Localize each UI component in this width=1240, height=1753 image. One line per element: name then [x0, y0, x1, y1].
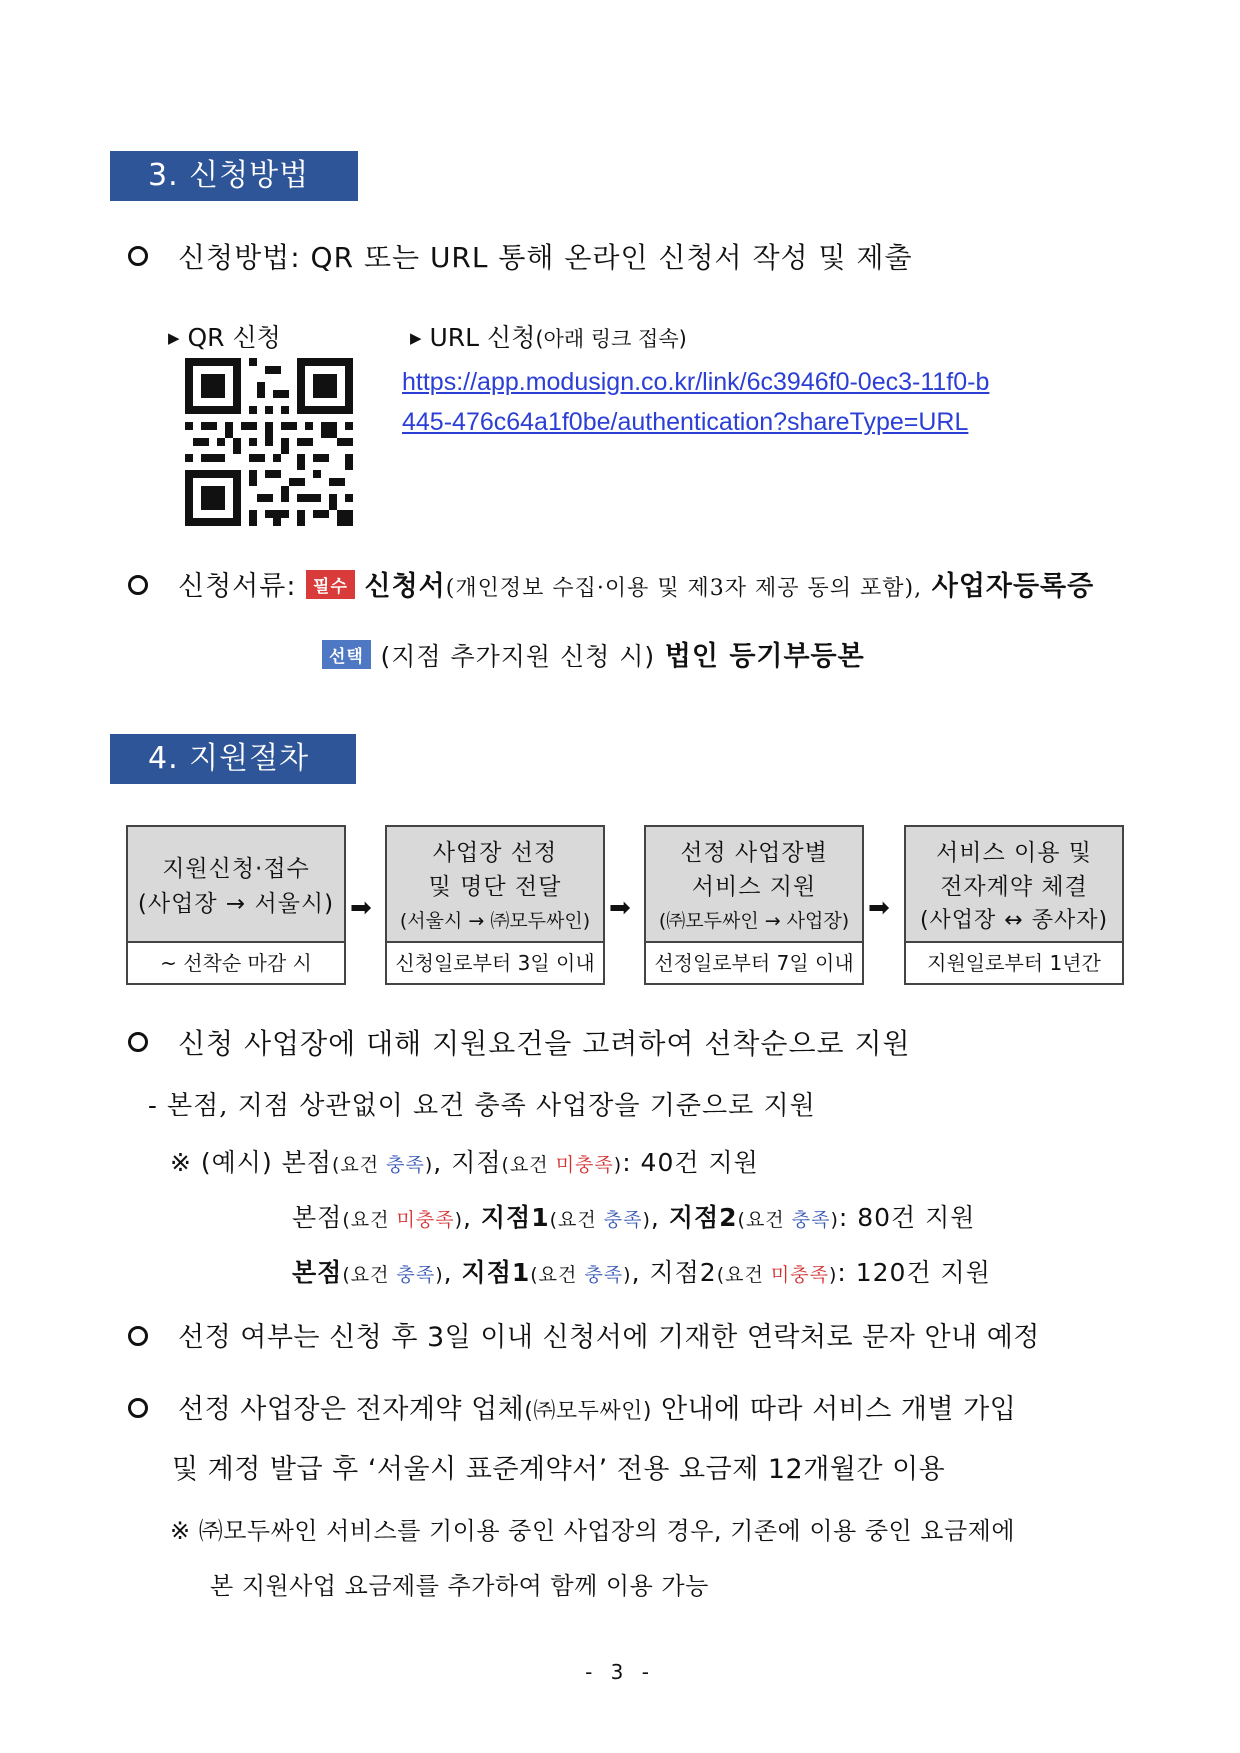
required-doc: 신청서 — [364, 571, 446, 602]
url-line-1[interactable]: https://app.modusign.co.kr/link/6c3946f0-0ec3-11f0-b — [402, 368, 990, 396]
service-text-a: 선정 사업장은 전자계약 업체 — [178, 1394, 525, 1425]
optional-badge: 선택 — [322, 640, 371, 669]
ex2-branch2-cond: 충족 — [791, 1209, 831, 1231]
flow-step-1-title: 지원신청·접수 — [162, 856, 310, 882]
ex2-branch1: 지점1 — [480, 1203, 550, 1232]
existing-user-note-line-2: 본 지원사업 요금제를 추가하여 함께 이용 가능 — [210, 1572, 709, 1600]
qr-label-row — [168, 318, 281, 354]
flow-step-1 — [126, 825, 346, 949]
ex2-main: 본점 — [292, 1203, 343, 1232]
example-line-1: ※ (예시) 본점(요건 충족), 지점(요건 미충족): 40건 지원 — [170, 1148, 759, 1177]
flow-step-2-line1: 사업장 선정 — [432, 840, 558, 866]
ex3-main-cond: 충족 — [396, 1264, 436, 1286]
application-url-link[interactable] — [402, 362, 989, 442]
req-label: 요건 — [350, 1264, 390, 1286]
ex3-branch2: 지점2 — [649, 1258, 717, 1287]
example-mark: ※ (예시) — [170, 1148, 273, 1177]
req-label: 요건 — [538, 1264, 578, 1286]
dash-note: - 본점, 지점 상관없이 요건 충족 사업장을 기준으로 지원 — [148, 1091, 816, 1121]
example-line-3: 본점(요건 충족), 지점1(요건 충족), 지점2(요건 미충족): 120건 지원 — [292, 1258, 991, 1287]
flow-step-1-sub: (사업장 → 서울시) — [137, 891, 335, 917]
flow-step-3-line1: 선정 사업장별 — [680, 840, 828, 866]
service-bullet-line-2: 및 계정 발급 후 ‘서울시 표준계약서’ 전용 요금제 12개월간 이용 — [172, 1454, 946, 1485]
page-number: - 3 - — [585, 1660, 655, 1684]
flow-step-4-deadline: 지원일로부터 1년간 — [904, 941, 1124, 985]
flow-step-4-line3: (사업장 ↔ 종사자) — [919, 908, 1109, 933]
ex2-branch1-cond: 충족 — [603, 1209, 643, 1231]
ex2-main-cond: 미충족 — [396, 1209, 455, 1231]
optional-documents-line — [322, 634, 865, 673]
req-label: 요건 — [350, 1209, 390, 1231]
optional-note: (지점 추가지원 신청 시) — [380, 642, 656, 671]
url-note: (아래 링크 접속) — [535, 327, 687, 351]
flow-step-4-line1: 서비스 이용 및 — [936, 840, 1092, 866]
flow-step-2-line3: (서울시 → ㈜모두싸인) — [399, 910, 591, 932]
flow-step-1-deadline: ~ 선착순 마감 시 — [126, 941, 346, 985]
flow-step-4-line2: 전자계약 체결 — [940, 874, 1088, 900]
flow-step-2-line2: 및 명단 전달 — [428, 874, 562, 900]
req-label: 요건 — [745, 1209, 785, 1231]
ex1-branch-cond: 미충족 — [555, 1154, 614, 1176]
optional-doc: 법인 등기부등본 — [664, 641, 865, 672]
selection-text: 신청 사업장에 대해 지원요건을 고려하여 선착순으로 지원 — [178, 1027, 911, 1060]
flow-step-3-deadline: 선정일로부터 7일 이내 — [644, 941, 864, 985]
notification-text: 선정 여부는 신청 후 3일 이내 신청서에 기재한 연락처로 문자 안내 예정 — [178, 1322, 1040, 1353]
right-arrow-icon: ➡ — [609, 893, 631, 923]
req-label: 요건 — [340, 1154, 380, 1176]
flow-step-3-line2: 서비스 지원 — [691, 874, 817, 900]
right-arrow-icon: ➡ — [868, 893, 890, 923]
ex1-main-cond: 충족 — [386, 1154, 425, 1176]
bullet-circle-icon — [128, 1032, 148, 1052]
documents-label: 신청서류: — [178, 571, 297, 602]
selection-bullet — [128, 1022, 911, 1062]
url-label: URL 신청 — [429, 323, 536, 352]
flow-step-4 — [904, 825, 1124, 949]
flow-step-3-line3: (㈜모두싸인 → 사업장) — [658, 910, 850, 932]
example-line-2: 본점(요건 미충족), 지점1(요건 충족), 지점2(요건 충족): 80건 지원 — [292, 1203, 976, 1232]
method-text: QR 또는 URL 통해 온라인 신청서 작성 및 제출 — [310, 241, 913, 274]
ex1-branch: 지점 — [451, 1148, 502, 1177]
company-name: (㈜모두싸인) — [524, 1399, 652, 1424]
bullet-circle-icon — [128, 575, 148, 595]
triangle-bullet-icon: ▶ — [168, 329, 180, 347]
ex3-branch1-cond: 충족 — [584, 1264, 624, 1286]
ex3-main: 본점 — [292, 1258, 343, 1287]
ex3-branch2-cond: 미충족 — [770, 1264, 829, 1286]
flow-step-3 — [644, 825, 864, 949]
section-4-heading: 4. 지원절차 — [110, 734, 356, 784]
bullet-circle-icon — [128, 246, 148, 266]
notification-bullet — [128, 1315, 1040, 1354]
triangle-bullet-icon: ▶ — [410, 329, 422, 347]
ex3-result: : 120건 지원 — [837, 1258, 991, 1287]
required-doc-2: 사업자등록증 — [931, 571, 1095, 602]
documents-line — [128, 564, 1094, 603]
bullet-circle-icon — [128, 1326, 148, 1346]
req-label: 요건 — [558, 1209, 597, 1231]
bullet-circle-icon — [128, 1398, 148, 1418]
req-label: 요건 — [509, 1154, 549, 1176]
req-label: 요건 — [725, 1264, 764, 1286]
existing-user-note-line-1: ※ ㈜모두싸인 서비스를 기이용 중인 사업장의 경우, 기존에 이용 중인 요금제에 — [170, 1517, 1016, 1545]
flow-step-2-deadline: 신청일로부터 3일 이내 — [385, 941, 605, 985]
application-method-line — [128, 236, 913, 276]
right-arrow-icon: ➡ — [350, 893, 372, 923]
ex1-result: : 40건 지원 — [622, 1148, 759, 1177]
qr-label: QR 신청 — [187, 323, 281, 352]
ex1-main: 본점 — [281, 1148, 332, 1177]
ex3-branch1: 지점1 — [461, 1258, 531, 1287]
method-label: 신청방법: — [178, 241, 301, 274]
url-line-2[interactable]: 445-476c64a1f0be/authentication?shareType=URL — [402, 408, 969, 436]
required-badge: 필수 — [306, 570, 355, 599]
flow-step-2 — [385, 825, 605, 949]
qr-code[interactable] — [185, 358, 353, 526]
section-3-heading: 3. 신청방법 — [110, 151, 358, 201]
ex2-result: : 80건 지원 — [838, 1203, 976, 1232]
service-text-b: 안내에 따라 서비스 개별 가입 — [661, 1394, 1017, 1425]
required-doc-note: (개인정보 수집·이용 및 제3자 제공 동의 포함), — [445, 576, 923, 601]
service-bullet — [128, 1387, 1016, 1426]
ex2-branch2: 지점2 — [668, 1203, 738, 1232]
url-label-row — [410, 318, 687, 354]
